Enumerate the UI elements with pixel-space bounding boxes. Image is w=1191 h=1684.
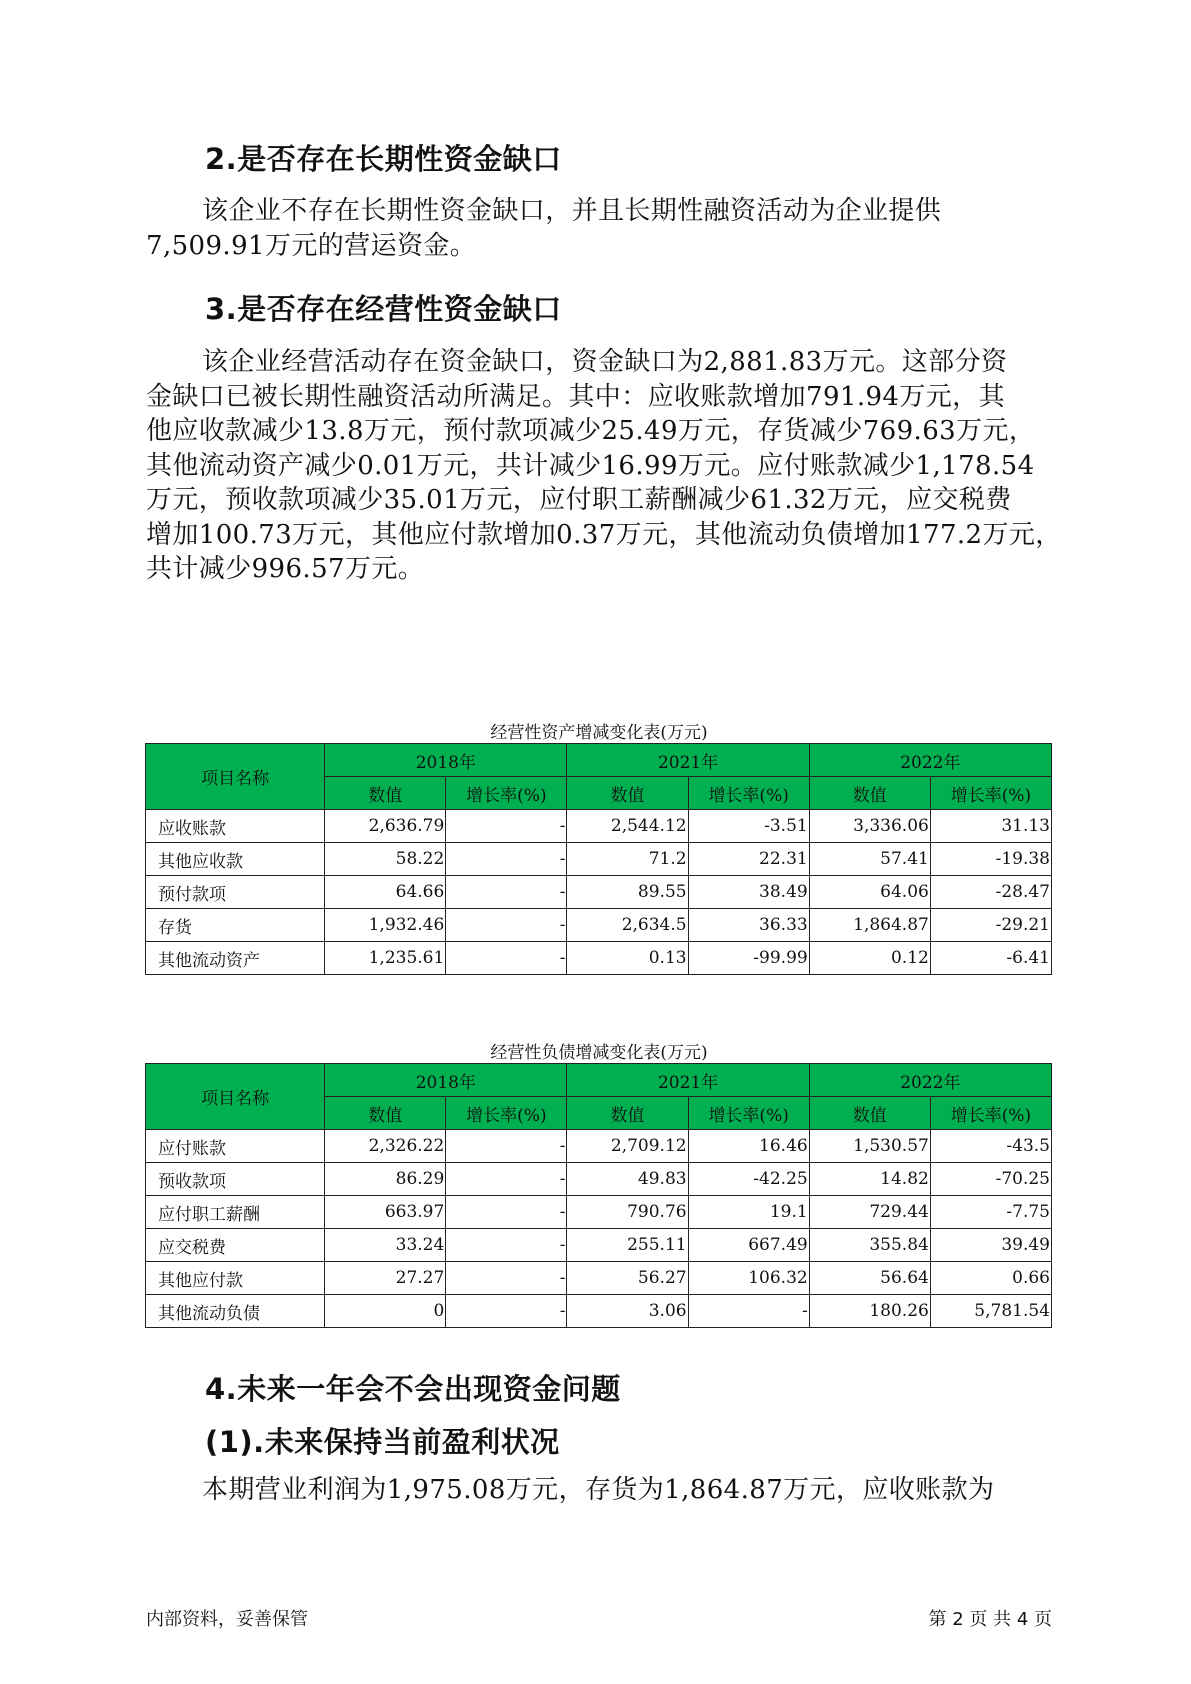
table-row xyxy=(146,810,1052,843)
paragraph-line: 本期营业利润为1,975.08万元，存货为1,864.87万元，应收账款为 xyxy=(202,1475,995,1505)
table-cell: 2,634.5 xyxy=(567,909,688,942)
table-cell: 19.1 xyxy=(688,1196,809,1229)
table-cell: 64.06 xyxy=(809,876,930,909)
table-cell: 36.33 xyxy=(688,909,809,942)
header-growth: 增长率(%) xyxy=(446,1097,567,1130)
header-value: 数值 xyxy=(567,1097,688,1130)
table-cell: -43.5 xyxy=(930,1130,1051,1163)
table-cell: - xyxy=(446,1229,567,1262)
paragraph-line: 金缺口已被长期性融资活动所满足。其中：应收账款增加791.94万元，其 xyxy=(146,381,1005,412)
row-label: 预收款项 xyxy=(146,1163,325,1196)
table-cell: 14.82 xyxy=(809,1163,930,1196)
table-cell: 22.31 xyxy=(688,843,809,876)
table-cell: 3,336.06 xyxy=(809,810,930,843)
table-cell: 663.97 xyxy=(325,1196,446,1229)
row-label: 存货 xyxy=(146,909,325,942)
table-cell: 729.44 xyxy=(809,1196,930,1229)
header-year: 2021年 xyxy=(567,1064,809,1097)
paragraph-line: 该企业经营活动存在资金缺口，资金缺口为2,881.83万元。这部分资 xyxy=(202,347,1008,377)
table-cell: 86.29 xyxy=(325,1163,446,1196)
row-label: 应交税费 xyxy=(146,1229,325,1262)
table-cell: 2,544.12 xyxy=(567,810,688,843)
section-2-body xyxy=(146,194,1051,263)
assets-table xyxy=(145,743,1052,975)
header-item-name: 项目名称 xyxy=(146,744,325,810)
section-2-title: 2.是否存在长期性资金缺口 xyxy=(205,142,562,176)
table-cell: -42.25 xyxy=(688,1163,809,1196)
table-cell: -6.41 xyxy=(930,942,1051,975)
table-cell: - xyxy=(446,1262,567,1295)
table-cell: 0.66 xyxy=(930,1262,1051,1295)
table-row xyxy=(146,1229,1052,1262)
table-cell: 5,781.54 xyxy=(930,1295,1051,1328)
table-cell: 0.13 xyxy=(567,942,688,975)
table-cell: 1,932.46 xyxy=(325,909,446,942)
table-cell: - xyxy=(446,909,567,942)
header-growth: 增长率(%) xyxy=(930,1097,1051,1130)
table-cell: - xyxy=(688,1295,809,1328)
table-cell: -28.47 xyxy=(930,876,1051,909)
table-cell: 64.66 xyxy=(325,876,446,909)
table-cell: 1,530.57 xyxy=(809,1130,930,1163)
table-cell: 355.84 xyxy=(809,1229,930,1262)
table-cell: 790.76 xyxy=(567,1196,688,1229)
table-cell: 255.11 xyxy=(567,1229,688,1262)
paragraph-line: 万元，预收款项减少35.01万元，应付职工薪酬减少61.32万元，应交税费 xyxy=(146,485,1012,515)
header-year: 2018年 xyxy=(325,744,567,777)
paragraph-line: 他应收款减少13.8万元，预付款项减少25.49万元，存货减少769.63万元， xyxy=(146,416,1036,446)
row-label: 预付款项 xyxy=(146,876,325,909)
table-row xyxy=(146,1196,1052,1229)
table-cell: 56.64 xyxy=(809,1262,930,1295)
table-cell: -99.99 xyxy=(688,942,809,975)
paragraph-line: 7,509.91万元的营运资金。 xyxy=(146,230,477,261)
table-cell: -7.75 xyxy=(930,1196,1051,1229)
header-value: 数值 xyxy=(809,1097,930,1130)
paragraph-line: 共计减少996.57万元。 xyxy=(146,554,425,584)
table-cell: 2,636.79 xyxy=(325,810,446,843)
table-row xyxy=(146,1262,1052,1295)
header-year: 2018年 xyxy=(325,1064,567,1097)
header-growth: 增长率(%) xyxy=(446,777,567,810)
header-growth: 增长率(%) xyxy=(688,777,809,810)
table-row xyxy=(146,942,1052,975)
row-label: 应付账款 xyxy=(146,1130,325,1163)
table-cell: 1,864.87 xyxy=(809,909,930,942)
table-cell: -19.38 xyxy=(930,843,1051,876)
assets-table-caption: 经营性资产增减变化表(万元) xyxy=(490,723,708,743)
table-cell: -3.51 xyxy=(688,810,809,843)
assets-table-body xyxy=(146,810,1052,975)
header-value: 数值 xyxy=(325,1097,446,1130)
header-year: 2022年 xyxy=(809,744,1051,777)
header-growth: 增长率(%) xyxy=(930,777,1051,810)
row-label: 应收账款 xyxy=(146,810,325,843)
table-cell: - xyxy=(446,876,567,909)
table-cell: 57.41 xyxy=(809,843,930,876)
table-cell: 89.55 xyxy=(567,876,688,909)
table-cell: -70.25 xyxy=(930,1163,1051,1196)
table-cell: 3.06 xyxy=(567,1295,688,1328)
table-cell: - xyxy=(446,1130,567,1163)
row-label: 其他应收款 xyxy=(146,843,325,876)
row-label: 其他流动资产 xyxy=(146,942,325,975)
header-value: 数值 xyxy=(567,777,688,810)
table-cell: 16.46 xyxy=(688,1130,809,1163)
liabilities-table xyxy=(145,1063,1052,1328)
table-cell: 58.22 xyxy=(325,843,446,876)
table-cell: 38.49 xyxy=(688,876,809,909)
table-cell: 71.2 xyxy=(567,843,688,876)
table-row xyxy=(146,909,1052,942)
table-cell: 667.49 xyxy=(688,1229,809,1262)
table-cell: 0.12 xyxy=(809,942,930,975)
section-4-subtitle: (1).未来保持当前盈利状况 xyxy=(205,1425,560,1459)
paragraph-line: 增加100.73万元，其他应付款增加0.37万元，其他流动负债增加177.2万元， xyxy=(146,519,1062,550)
section-3-title: 3.是否存在经营性资金缺口 xyxy=(205,292,562,326)
table-cell: 1,235.61 xyxy=(325,942,446,975)
table-cell: - xyxy=(446,1163,567,1196)
table-row xyxy=(146,876,1052,909)
table-cell: - xyxy=(446,843,567,876)
table-cell: - xyxy=(446,1196,567,1229)
header-year: 2021年 xyxy=(567,744,809,777)
table-cell: 2,326.22 xyxy=(325,1130,446,1163)
table-cell: 56.27 xyxy=(567,1262,688,1295)
table-cell: 49.83 xyxy=(567,1163,688,1196)
table-cell: 106.32 xyxy=(688,1262,809,1295)
table-cell: 31.13 xyxy=(930,810,1051,843)
table-row xyxy=(146,1295,1052,1328)
row-label: 其他应付款 xyxy=(146,1262,325,1295)
header-growth: 增长率(%) xyxy=(688,1097,809,1130)
table-cell: - xyxy=(446,942,567,975)
section-4-body xyxy=(146,1473,1051,1508)
header-year: 2022年 xyxy=(809,1064,1051,1097)
table-cell: - xyxy=(446,1295,567,1328)
table-cell: 39.49 xyxy=(930,1229,1051,1262)
table-cell: - xyxy=(446,810,567,843)
row-label: 应付职工薪酬 xyxy=(146,1196,325,1229)
header-value: 数值 xyxy=(325,777,446,810)
section-3-body xyxy=(146,345,1062,587)
table-cell: 0 xyxy=(325,1295,446,1328)
liabilities-table-caption: 经营性负债增减变化表(万元) xyxy=(490,1043,708,1063)
section-4-title: 4.未来一年会不会出现资金问题 xyxy=(205,1372,621,1406)
table-cell: 2,709.12 xyxy=(567,1130,688,1163)
table-cell: 27.27 xyxy=(325,1262,446,1295)
footer-confidential: 内部资料，妥善保管 xyxy=(146,1609,308,1630)
header-item-name: 项目名称 xyxy=(146,1064,325,1130)
table-cell: -29.21 xyxy=(930,909,1051,942)
table-row xyxy=(146,1163,1052,1196)
paragraph-line: 其他流动资产减少0.01万元，共计减少16.99万元。应付账款减少1,178.54 xyxy=(146,450,1035,481)
table-cell: 33.24 xyxy=(325,1229,446,1262)
liabilities-table-body xyxy=(146,1130,1052,1328)
table-row xyxy=(146,1130,1052,1163)
table-cell: 180.26 xyxy=(809,1295,930,1328)
paragraph-line: 该企业不存在长期性资金缺口，并且长期性融资活动为企业提供 xyxy=(202,196,942,226)
row-label: 其他流动负债 xyxy=(146,1295,325,1328)
table-row xyxy=(146,843,1052,876)
header-value: 数值 xyxy=(809,777,930,810)
footer-page-number: 第 2 页 共 4 页 xyxy=(928,1609,1052,1630)
